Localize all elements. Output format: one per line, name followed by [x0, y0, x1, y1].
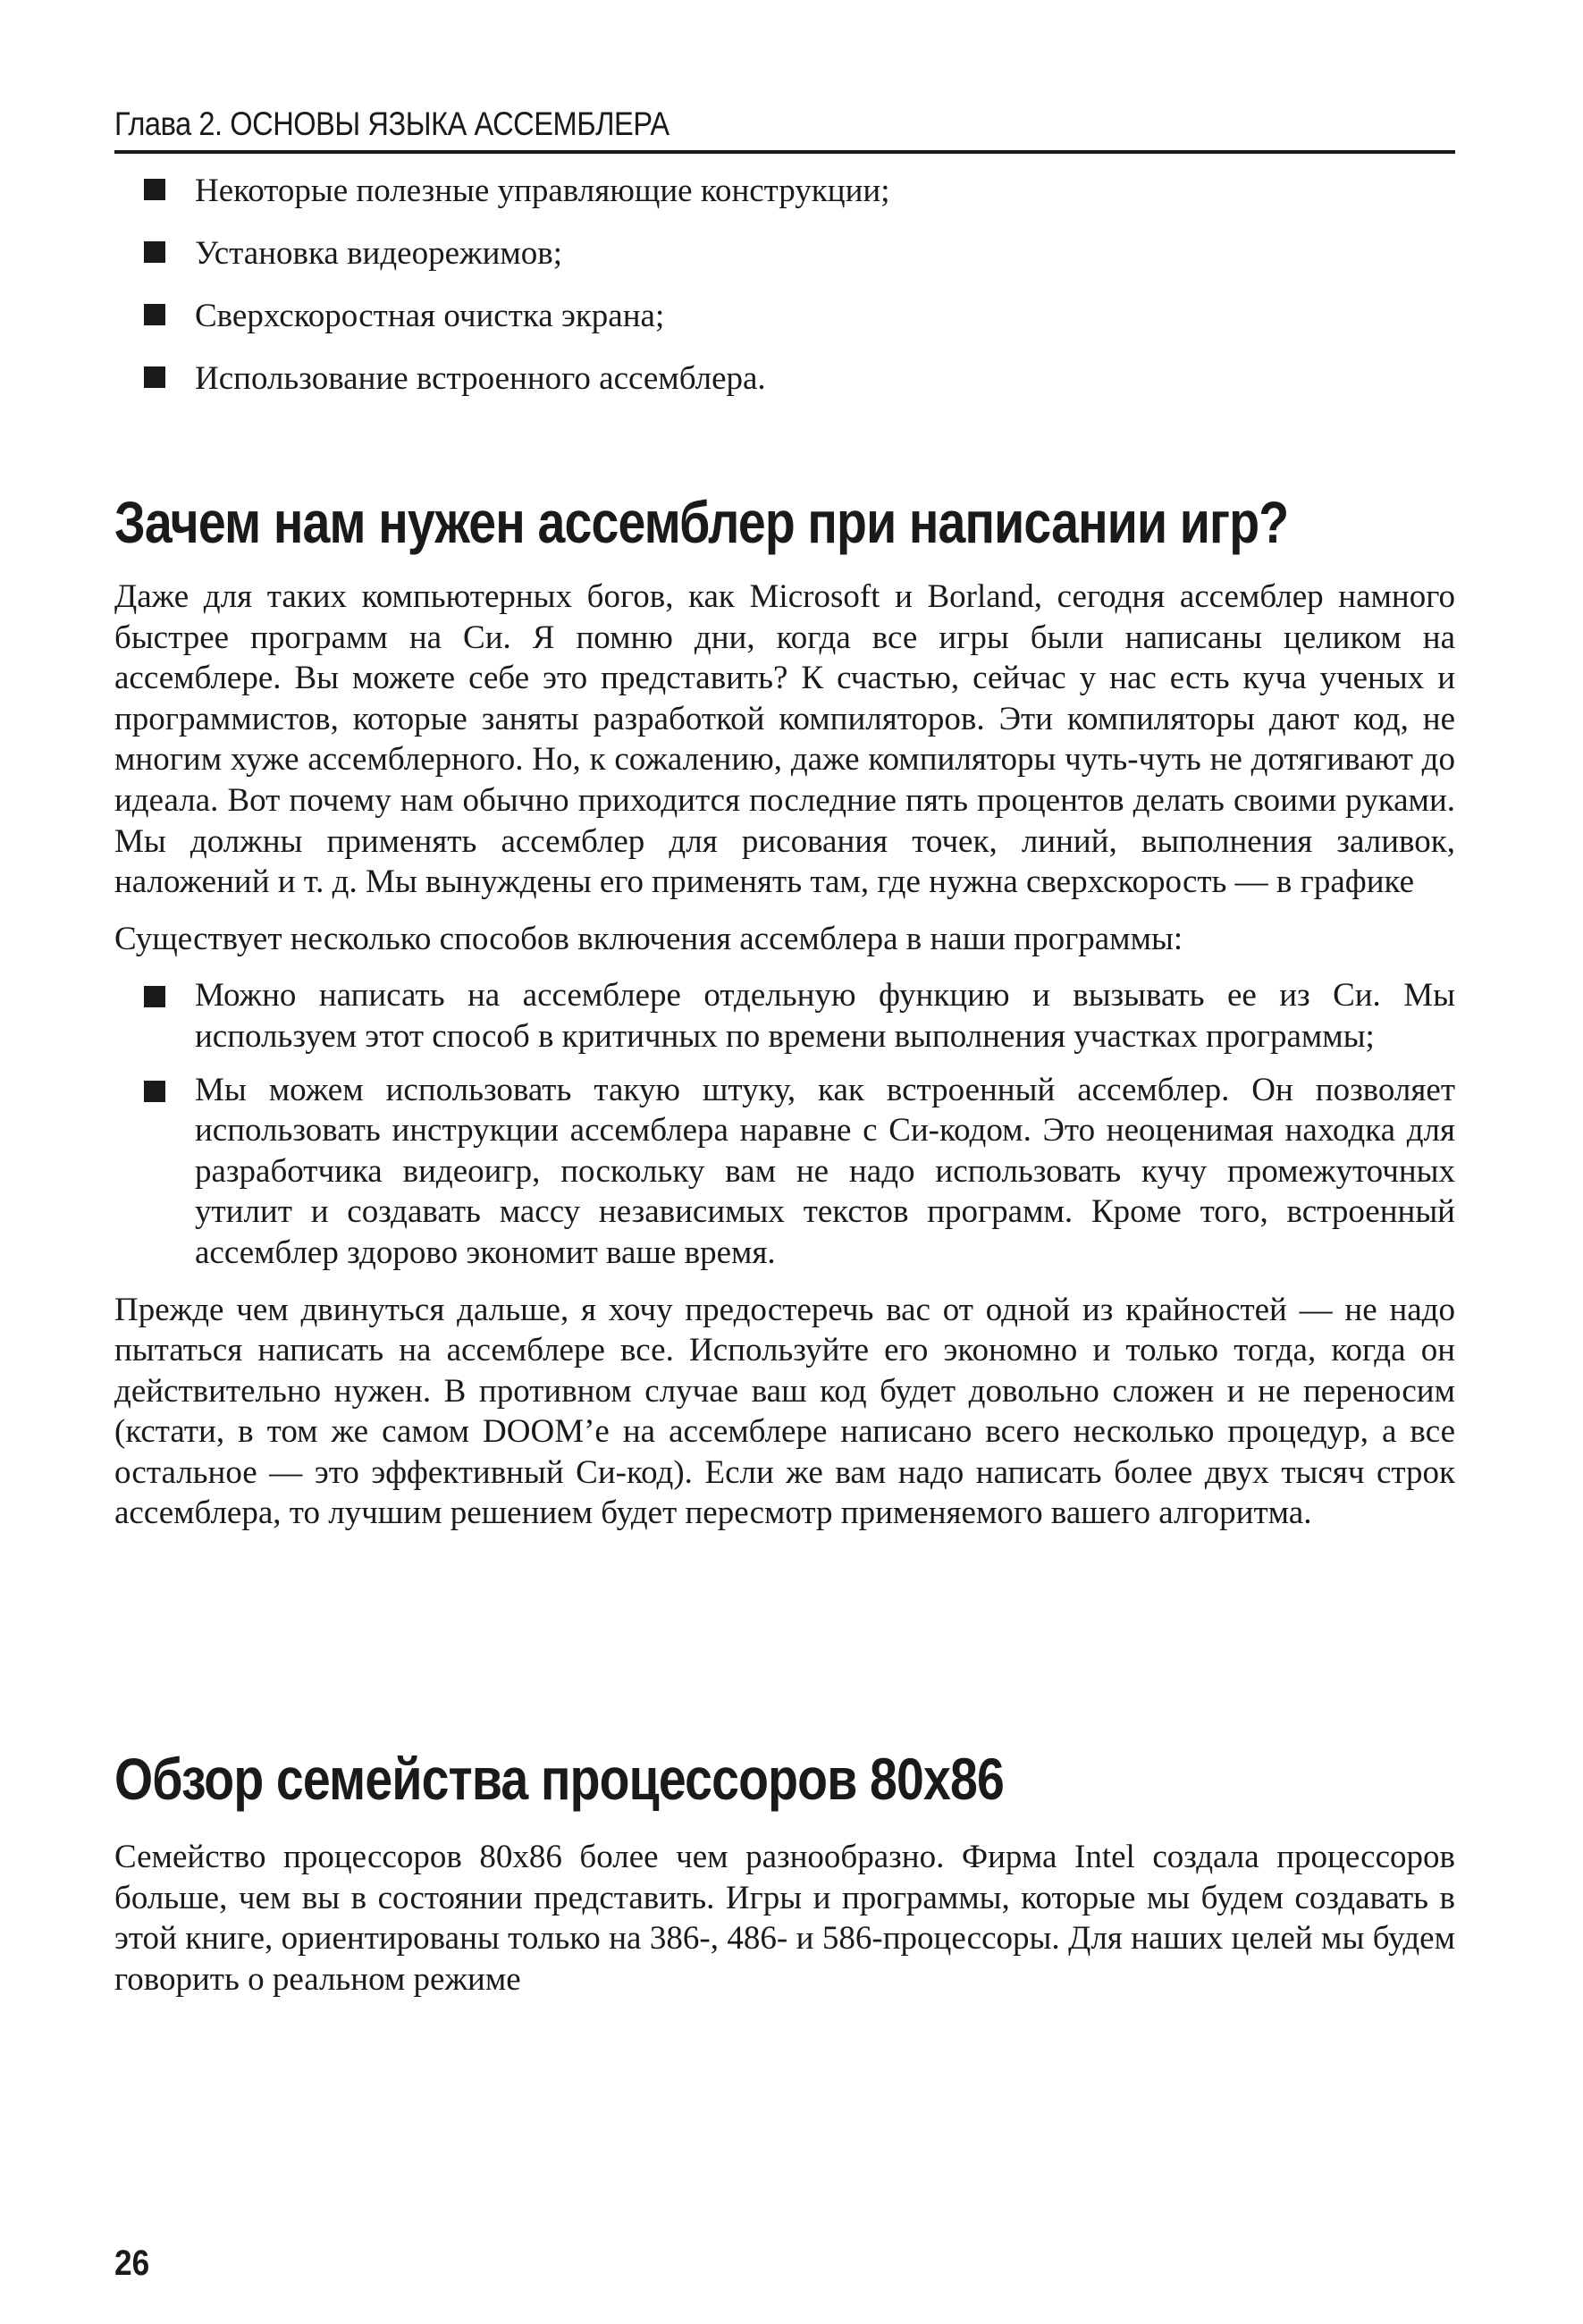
paragraph: Семейство процессоров 80x86 более чем разнообразно. Фирма Intel создала процессоров больше, чем вы в состоянии представить. Игры и программы, которые мы будем создавать в этой книге, ориентированы только на 386-, 486- и 586-процессоры. Для наших целей мы будем говорить о реальном режиме: [114, 1839, 1455, 1998]
book-page: [114, 0, 1455, 2324]
square-bullet-icon: [144, 304, 165, 325]
list-item-text: Использование встроенного ассемблера.: [195, 360, 766, 397]
list-item-text: Некоторые полезные управляющие конструкции;: [195, 173, 890, 209]
bullet-list: [114, 975, 1455, 1273]
square-bullet-icon: [144, 1081, 165, 1102]
list-item-text: Установка видеорежимов;: [195, 235, 563, 272]
section-heading-processor-family: Обзор семейства процессоров 80x86: [114, 1746, 1004, 1812]
square-bullet-icon: [144, 366, 165, 388]
paragraph: Прежде чем двинуться дальше, я хочу предостеречь вас от одной из крайностей — не надо пытаться написать на ассемблере все. Используйте его экономно и только тогда, когда он действительно нужен. В противном случае ваш код будет довольно сложен и не переносим (кстати, в том же самом DOOM’е на ассемблере написано всего несколько процедур, а все остальное — это эффективный Си-код). Если же вам надо написать более двух тысяч строк ассемблера, то лучшим решением будет пересмотр применяемого вашего алгоритма.: [114, 1291, 1455, 1532]
list-item: [114, 1070, 1455, 1274]
running-head-title: Глава 2. ОСНОВЫ ЯЗЫКА АССЕМБЛЕРА: [114, 105, 669, 142]
list-item-text: Мы можем использовать такую штуку, как встроенный ассемблер. Он позволяет использовать инструкции ассемблера наравне с Си-кодом. Это неоценимая находка для разработчика видеоигр, поскольку вам не надо использовать кучу промежуточных утилит и создавать массу независимых текстов программ. Кроме того, встроенный ассемблер здорово экономит ваше время.: [195, 1071, 1455, 1271]
paragraph: Существует несколько способов включения ассемблера в наши программы:: [114, 920, 1183, 957]
list-item: [114, 356, 1455, 418]
list-item: [114, 231, 1455, 293]
section-body-processor-family: [114, 1837, 1455, 2016]
section-heading-why-assembler: Зачем нам нужен ассемблер при написании игр?: [114, 489, 1289, 555]
list-item: [114, 293, 1455, 356]
list-item-text: Сверхскоростная очистка экрана;: [195, 298, 665, 334]
top-bullet-list: [114, 168, 1455, 418]
square-bullet-icon: [144, 179, 165, 200]
list-item: [114, 168, 1455, 231]
page-number: 26: [114, 2244, 150, 2283]
list-item-text: Можно написать на ассемблере отдельную функцию и вызывать ее из Си. Мы используем этот способ в критичных по времени выполнения участках программы;: [195, 977, 1455, 1055]
list-item: [114, 975, 1455, 1057]
square-bullet-icon: [144, 986, 165, 1007]
square-bullet-icon: [144, 241, 165, 263]
section-body-why-assembler: [114, 577, 1455, 1550]
paragraph: Даже для таких компьютерных богов, как Microsoft и Borland, сегодня ассемблер намного быстрее программ на Си. Я помню дни, когда все игры были написаны целиком на ассемблере. Вы можете себе это представить? К счастью, сейчас у нас есть куча ученых и программистов, которые заняты разработкой компиляторов. Эти компиляторы дают код, не многим хуже ассемблерного. Но, к сожалению, даже компиляторы чуть-чуть не дотягивают до идеала. Вот почему нам обычно приходится последние пять процентов делать своими руками. Мы должны применять ассемблер для рисования точек, линий, выполнения заливок, наложений и т. д. Мы вынуждены его применять там, где нужна сверхскорость — в графике: [114, 578, 1455, 901]
running-head: [114, 100, 1455, 154]
